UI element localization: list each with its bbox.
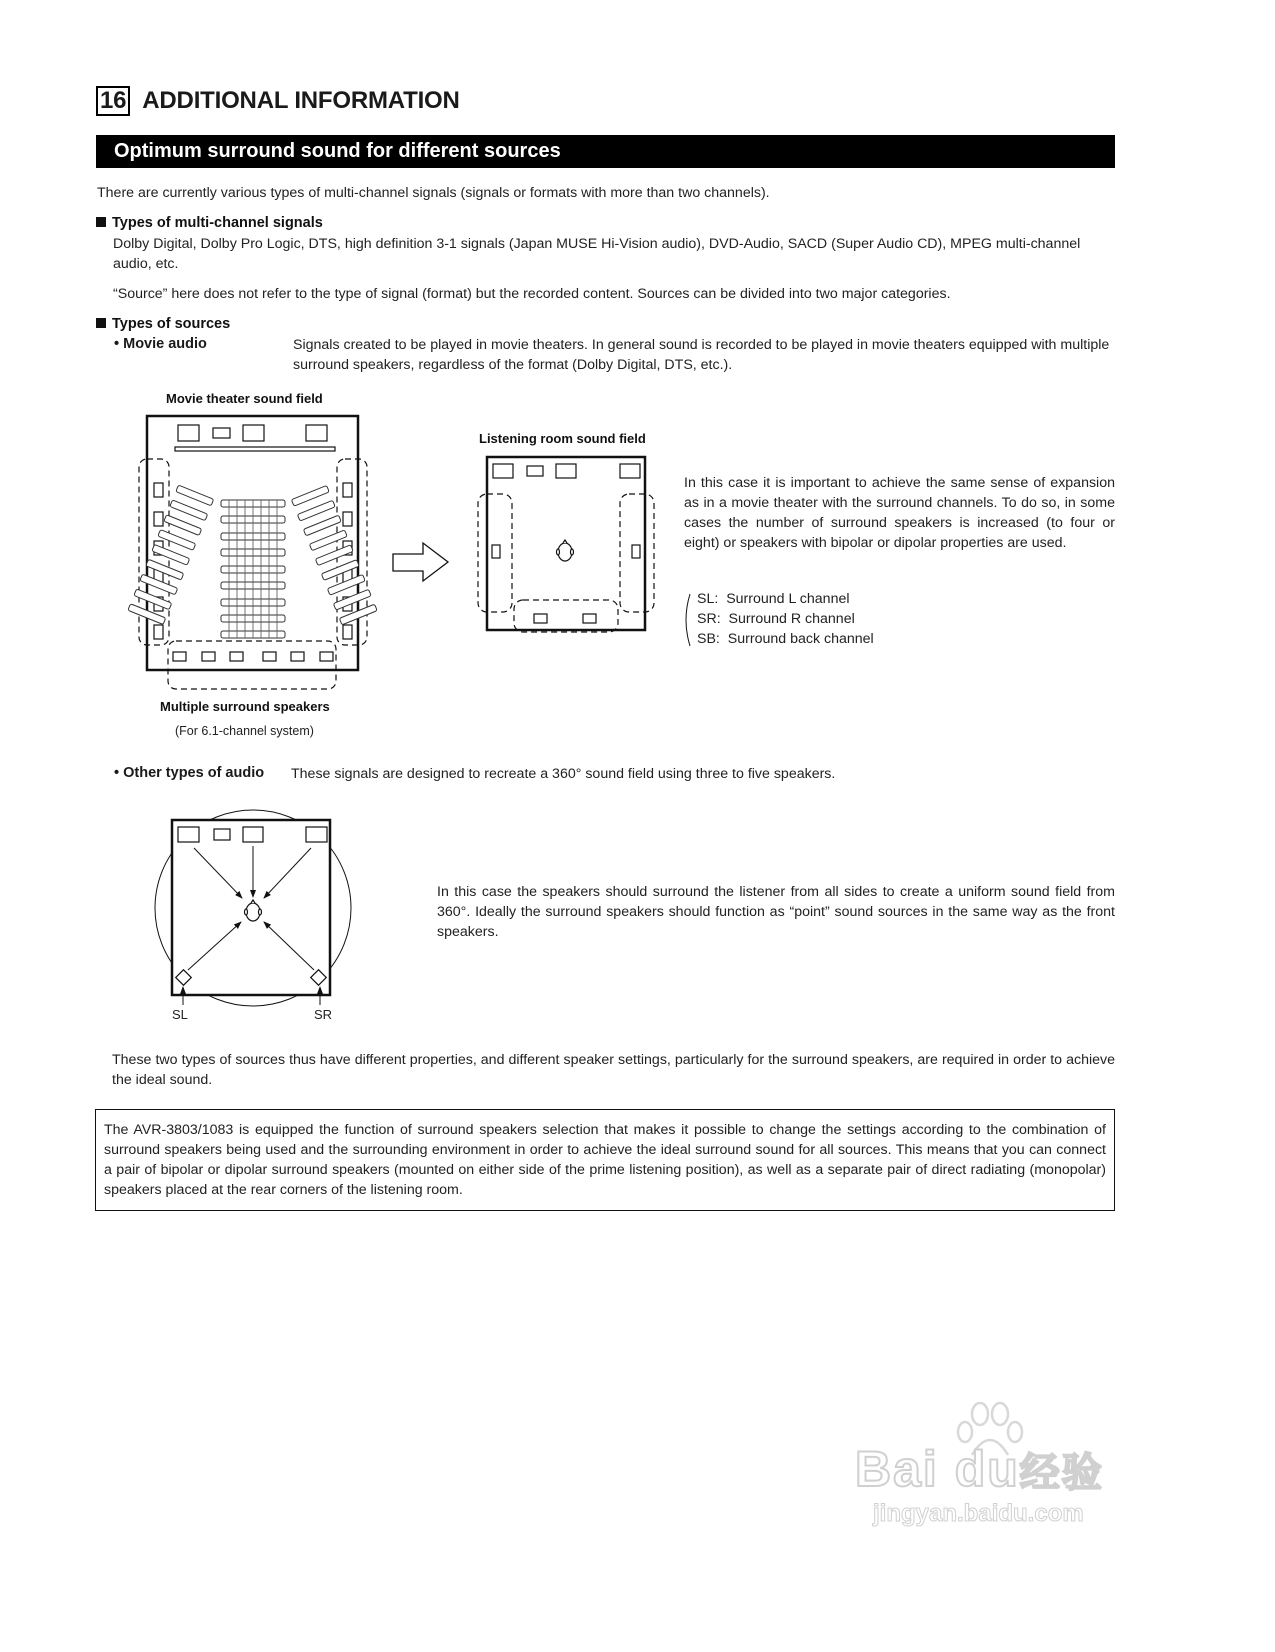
other-audio-body: These signals are designed to recreate a 360° sound field using three to five speakers. xyxy=(291,766,836,782)
multichannel-heading xyxy=(96,215,323,231)
surround-360-description: In this case the speakers should surround the listener from all sides to create a uniform sound field from 360°. Ideally the surround speakers should function as “point” sound sources in the same way as the front speakers. xyxy=(437,884,1115,940)
bullet-dot-icon: • xyxy=(114,765,124,781)
sources-heading xyxy=(96,316,230,332)
right-arrow-icon xyxy=(390,540,452,585)
intro-paragraph: There are currently various types of multi-channel signals (signals or formats with more than two channels). xyxy=(97,185,770,201)
square-bullet-icon xyxy=(96,217,106,227)
square-bullet-icon xyxy=(96,318,106,328)
other-audio-label-text: Other types of audio xyxy=(123,765,265,781)
surround-360-diagram xyxy=(145,810,365,1010)
sl-label: SL xyxy=(172,1007,188,1022)
section-number: 16 xyxy=(96,86,130,116)
listener-head-icon xyxy=(557,540,574,561)
section-heading xyxy=(96,86,460,116)
watermark-brand: Bai du经验 xyxy=(855,1441,1104,1497)
legend-list xyxy=(697,589,874,649)
movie-audio-label-text: Movie audio xyxy=(123,336,207,352)
bullet-dot-icon: • xyxy=(114,336,124,352)
theater-diagram-title: Movie theater sound field xyxy=(166,391,323,406)
sources-heading-text: Types of sources xyxy=(112,316,231,332)
legend-bracket-icon xyxy=(680,592,694,648)
watermark-url: jingyan.baidu.com xyxy=(873,1500,1084,1527)
legend-item-sr: SR: Surround R channel xyxy=(697,611,855,627)
theater-diagram-caption: Multiple surround speakers xyxy=(160,699,330,714)
other-audio-label xyxy=(114,765,264,781)
baidu-watermark xyxy=(855,1400,1135,1525)
theater-diagram-subcaption: (For 6.1-channel system) xyxy=(175,724,314,738)
section-title: ADDITIONAL INFORMATION xyxy=(142,87,460,114)
movie-audio-body: Signals created to be played in movie theaters. In general sound is recorded to be played in movie theaters equipped with multiple surround speakers, regardless of the format (Dolby Digital, DTS, etc.). xyxy=(293,337,1110,373)
feature-note-box: The AVR-3803/1083 is equipped the function of surround speakers selection that makes it possible to change the settings according to the combination of surround speakers being used and the surrounding environment in order to achieve the ideal surround sound for all sources. This means that you can connect a pair of bipolar or dipolar surround speakers (mounted on either side of the prime listening position), as well as a separate pair of direct radiating (monopolar) speakers placed at the rear corners of the listening room. xyxy=(95,1109,1115,1211)
multichannel-heading-text: Types of multi-channel signals xyxy=(112,215,323,231)
listening-room-diagram xyxy=(475,450,665,640)
movie-theater-diagram xyxy=(130,405,380,695)
movie-audio-label xyxy=(114,336,207,352)
multichannel-body: Dolby Digital, Dolby Pro Logic, DTS, high definition 3-1 signals (Japan MUSE Hi-Vision audio), DVD-Audio, SACD (Super Audio CD), MPEG multi-channel audio, etc. xyxy=(113,236,1081,272)
legend-item-sl: SL: Surround L channel xyxy=(697,591,850,607)
source-note: “Source” here does not refer to the type of signal (format) but the recorded content. Sources can be divided into two major categories. xyxy=(113,286,951,302)
conclusion-paragraph: These two types of sources thus have different properties, and different speaker settings, particularly for the surround speakers, are required in order to achieve the ideal sound. xyxy=(112,1052,1115,1088)
room-description: In this case it is important to achieve the same sense of expansion as in a movie theater with the surround channels. To do so, in some cases the number of surround speakers is increased (to four or eight) or speakers with bipolar or dipolar properties are used. xyxy=(684,475,1115,551)
room-diagram-title: Listening room sound field xyxy=(479,431,646,446)
topic-banner: Optimum surround sound for different sources xyxy=(96,135,1115,168)
sr-label: SR xyxy=(314,1007,333,1022)
legend-item-sb: SB: Surround back channel xyxy=(697,631,874,647)
